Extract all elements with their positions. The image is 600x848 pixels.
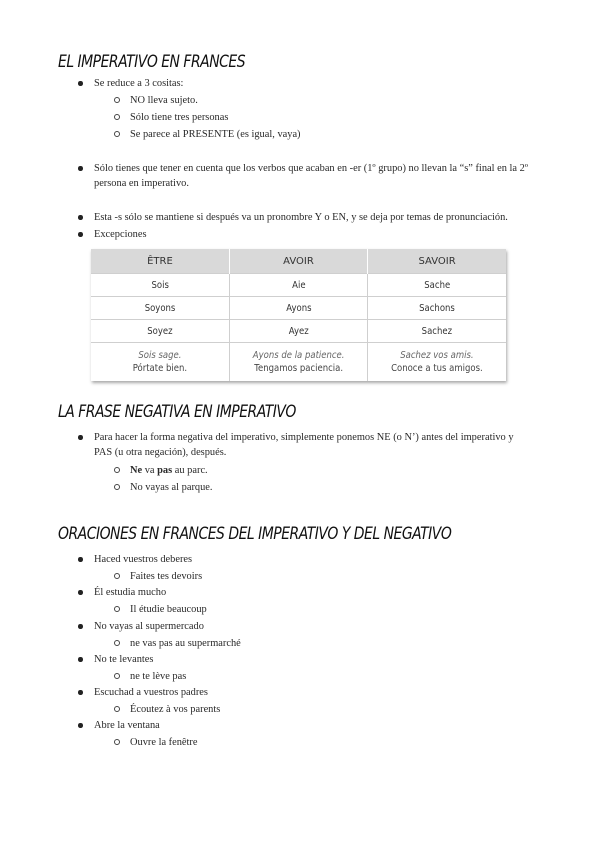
example-spanish: Tengamos paciencia. xyxy=(254,363,343,374)
sub-item: No vayas al parque. xyxy=(130,480,530,495)
table-cell: Sache xyxy=(368,274,506,297)
sub-item: Ouvre la fenêtre xyxy=(130,735,530,750)
table-row xyxy=(91,297,506,320)
column-header: ÊTRE xyxy=(91,249,229,274)
bullet-item: Para hacer la forma negativa del imperativo, simplemente ponemos NE (o N’) antes del imperativo y PAS (u otra negación), después. xyxy=(94,430,534,460)
example-cell xyxy=(91,343,229,382)
example-cell xyxy=(368,343,506,382)
sub-item: Ne va pas au parc. xyxy=(130,463,530,478)
table-cell: Sachons xyxy=(368,297,506,320)
sub-item: Sólo tiene tres personas xyxy=(130,110,530,125)
section-title-imperativo: EL IMPERATIVO EN FRANCES xyxy=(58,52,246,72)
example-french: Ayons de la patience. xyxy=(252,350,345,361)
table-row xyxy=(91,274,506,297)
example-spanish: Conoce a tus amigos. xyxy=(391,363,483,374)
table-cell: Sois xyxy=(91,274,229,297)
example-french: Sois sage. xyxy=(138,350,182,361)
sub-item: ne vas pas au supermarché xyxy=(130,636,530,651)
table-row-examples xyxy=(91,343,506,382)
bullet-item: Esta -s sólo se mantiene si después va un pronombre Y o EN, y se deja por temas de pronunciación. xyxy=(94,210,534,225)
example-spanish: Pórtate bien. xyxy=(132,363,188,374)
section-title-oraciones: ORACIONES EN FRANCES DEL IMPERATIVO Y DEL NEGATIVO xyxy=(58,524,452,544)
sub-item: Écoutez à vos parents xyxy=(130,702,530,717)
table-cell: Ayez xyxy=(229,320,367,343)
bullet-item: Escuchad a vuestros padres xyxy=(94,685,534,700)
sub-item: ne te lève pas xyxy=(130,669,530,684)
sub-item: Il étudie beaucoup xyxy=(130,602,530,617)
table-cell: Soyez xyxy=(91,320,229,343)
table-cell: Soyons xyxy=(91,297,229,320)
bullet-item: Excepciones xyxy=(94,227,534,242)
sub-item: Faites tes devoirs xyxy=(130,569,530,584)
exceptions-table xyxy=(91,249,506,381)
bullet-item: Se reduce a 3 cositas: xyxy=(94,76,534,91)
sub-item: NO lleva sujeto. xyxy=(130,93,530,108)
example-french: Sachez vos amis. xyxy=(400,350,474,361)
section-title-frase-negativa: LA FRASE NEGATIVA EN IMPERATIVO xyxy=(58,402,296,422)
table-row xyxy=(91,320,506,343)
bullet-item: No te levantes xyxy=(94,652,534,667)
table-cell: Aie xyxy=(229,274,367,297)
bullet-item: Abre la ventana xyxy=(94,718,534,733)
bullet-item: Haced vuestros deberes xyxy=(94,552,534,567)
example-cell xyxy=(229,343,367,382)
table-cell: Sachez xyxy=(368,320,506,343)
bullet-item: Él estudia mucho xyxy=(94,585,534,600)
column-header: AVOIR xyxy=(229,249,367,274)
bullet-item: No vayas al supermercado xyxy=(94,619,534,634)
bullet-item: Sólo tienes que tener en cuenta que los verbos que acaban en -er (1º grupo) no llevan la “s” final en la 2º persona en imperativo. xyxy=(94,161,534,191)
table-cell: Ayons xyxy=(229,297,367,320)
sub-item: Se parece al PRESENTE (es igual, vaya) xyxy=(130,127,530,142)
column-header: SAVOIR xyxy=(368,249,506,274)
